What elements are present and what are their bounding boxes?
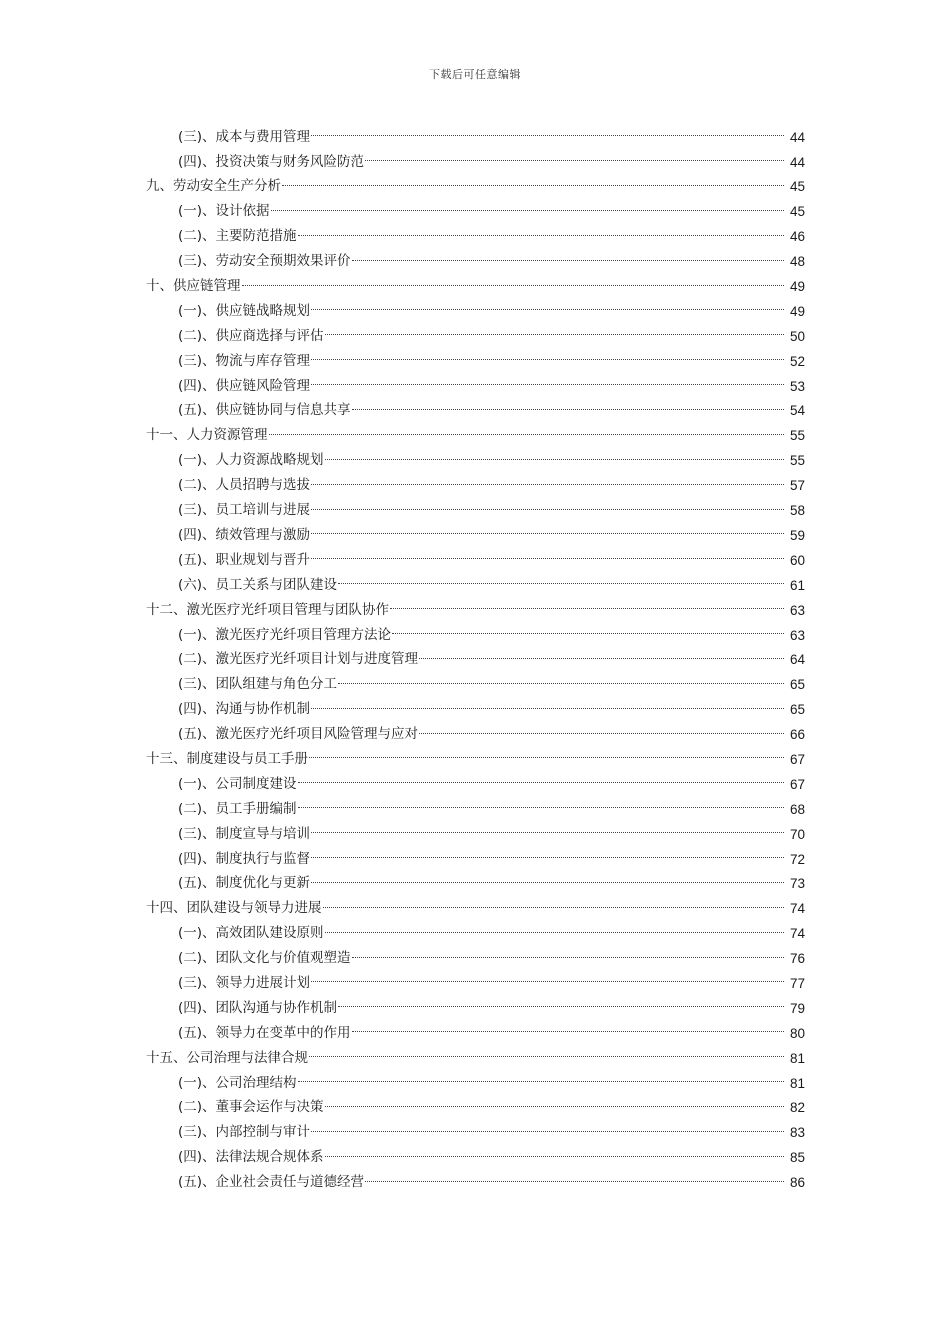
toc-dot-leader (419, 657, 784, 659)
toc-entry-content (178, 526, 950, 543)
toc-entry-title: (三)、劳动安全预期效果评价 (178, 253, 351, 270)
toc-page-number: 63 (789, 602, 805, 618)
toc-entry-title: (一)、高效团队建设原则 (178, 925, 324, 942)
toc-entry-content (178, 479, 950, 493)
toc-section-entry[interactable] (0, 623, 950, 648)
toc-page-number: 55 (789, 453, 805, 469)
toc-page-number: 70 (789, 826, 805, 842)
toc-section-entry[interactable] (0, 225, 950, 250)
toc-entry-content (146, 601, 950, 618)
toc-section-entry[interactable] (0, 374, 950, 399)
toc-dot-leader (352, 1030, 784, 1032)
toc-entry-content (178, 952, 950, 966)
toc-entry-content (178, 999, 950, 1016)
toc-dot-leader (282, 184, 784, 186)
toc-entry-content (146, 750, 950, 767)
toc-dot-leader (338, 682, 784, 684)
toc-entry-content (178, 153, 950, 170)
toc-section-entry[interactable] (0, 697, 950, 722)
toc-entry-content (146, 280, 950, 294)
toc-page-number: 58 (789, 503, 805, 519)
toc-entry-title: (三)、团队组建与角色分工 (178, 676, 338, 693)
toc-section-entry[interactable] (0, 399, 950, 424)
toc-section-entry[interactable] (0, 648, 950, 673)
toc-entry-title: (五)、领导力在变革中的作用 (178, 1024, 351, 1041)
toc-entry-content (178, 775, 950, 792)
toc-entry-content (146, 1049, 950, 1066)
toc-page-number: 64 (789, 652, 805, 668)
toc-entry-content (178, 825, 950, 842)
toc-chapter-entry[interactable] (0, 274, 950, 299)
toc-entry-content (178, 1024, 950, 1041)
toc-page-number: 55 (789, 428, 805, 444)
toc-dot-leader (338, 582, 784, 584)
toc-page-number: 45 (789, 204, 805, 220)
toc-entry-title: (二)、主要防范措施 (178, 228, 297, 245)
table-of-contents (0, 125, 950, 1195)
toc-entry-content (178, 877, 950, 891)
toc-section-entry[interactable] (0, 498, 950, 523)
toc-entry-title: (一)、公司制度建设 (178, 775, 297, 792)
toc-page-number: 74 (789, 926, 805, 942)
toc-entry-title: 十四、团队建设与领导力进展 (146, 900, 322, 917)
toc-page-number: 85 (789, 1150, 805, 1166)
toc-entry-content (178, 653, 950, 667)
toc-entry-content (178, 128, 950, 145)
toc-page-number: 60 (789, 552, 805, 568)
toc-entry-content (178, 551, 950, 568)
toc-section-entry[interactable] (0, 299, 950, 324)
toc-entry-content (178, 404, 950, 418)
toc-entry-title: (四)、投资决策与财务风险防范 (178, 153, 365, 170)
toc-dot-leader (392, 632, 784, 634)
toc-entry-title: (三)、制度宣导与培训 (178, 825, 311, 842)
toc-page-number: 54 (789, 403, 805, 419)
toc-entry-content (178, 703, 950, 717)
toc-section-entry[interactable] (0, 822, 950, 847)
toc-page-number: 65 (789, 702, 805, 718)
toc-dot-leader (311, 1130, 784, 1132)
toc-page-number: 81 (789, 1050, 805, 1066)
toc-dot-leader (325, 1155, 784, 1157)
toc-entry-content (178, 377, 950, 394)
toc-entry-content (178, 850, 950, 867)
toc-page-number: 81 (789, 1075, 805, 1091)
toc-entry-title: (四)、绩效管理与激励 (178, 526, 311, 543)
toc-page-number: 49 (789, 303, 805, 319)
toc-entry-content (178, 352, 950, 369)
toc-entry-content (178, 800, 950, 817)
toc-dot-leader (311, 881, 784, 883)
toc-entry-title: (二)、激光医疗光纤项目计划与进度管理 (178, 651, 419, 668)
toc-dot-leader (325, 1105, 784, 1107)
toc-entry-title: (五)、供应链协同与信息共享 (178, 402, 351, 419)
toc-entry-content (178, 576, 950, 593)
toc-section-entry[interactable] (0, 1121, 950, 1146)
toc-section-entry[interactable] (0, 872, 950, 897)
toc-chapter-entry[interactable] (0, 175, 950, 200)
toc-section-entry[interactable] (0, 523, 950, 548)
toc-page-number: 67 (789, 751, 805, 767)
toc-section-entry[interactable] (0, 946, 950, 971)
toc-dot-leader (311, 707, 784, 709)
toc-entry-content (178, 1074, 950, 1091)
toc-dot-leader (311, 557, 784, 559)
toc-page-number: 79 (789, 1000, 805, 1016)
toc-chapter-entry[interactable] (0, 424, 950, 449)
toc-dot-leader (352, 956, 784, 958)
toc-chapter-entry[interactable] (0, 1046, 950, 1071)
toc-page-number: 50 (789, 328, 805, 344)
toc-entry-title: (三)、内部控制与审计 (178, 1124, 311, 1141)
page-header: 下载后可任意编辑 (429, 68, 521, 81)
toc-dot-leader (311, 980, 784, 982)
toc-entry-title: (三)、领导力进展计划 (178, 974, 311, 991)
toc-dot-leader (325, 458, 784, 460)
toc-page-number: 68 (789, 801, 805, 817)
toc-section-entry[interactable] (0, 573, 950, 598)
toc-page-number: 80 (789, 1025, 805, 1041)
toc-page-number: 52 (789, 353, 805, 369)
toc-entry-title: (一)、人力资源战略规划 (178, 452, 324, 469)
toc-entry-content (178, 1151, 950, 1165)
toc-page-number: 86 (789, 1175, 805, 1191)
toc-entry-content (178, 255, 950, 269)
toc-dot-leader (325, 333, 784, 335)
toc-page-number: 48 (789, 254, 805, 270)
toc-page-number: 76 (789, 951, 805, 967)
toc-entry-title: (五)、企业社会责任与道德经营 (178, 1174, 365, 1191)
toc-entry-title: (一)、设计依据 (178, 203, 270, 220)
toc-entry-title: (三)、员工培训与进展 (178, 502, 311, 519)
toc-section-entry[interactable] (0, 324, 950, 349)
toc-section-entry[interactable] (0, 1071, 950, 1096)
toc-page-number: 57 (789, 478, 805, 494)
toc-dot-leader (352, 259, 784, 261)
toc-section-entry[interactable] (0, 922, 950, 947)
toc-entry-content (178, 927, 950, 941)
toc-section-entry[interactable] (0, 772, 950, 797)
toc-entry-content (146, 902, 950, 916)
toc-entry-title: (三)、成本与费用管理 (178, 128, 311, 145)
toc-page-number: 74 (789, 901, 805, 917)
toc-dot-leader (311, 308, 784, 310)
toc-page-number: 82 (789, 1100, 805, 1116)
toc-section-entry[interactable] (0, 249, 950, 274)
toc-section-entry[interactable] (0, 473, 950, 498)
toc-section-entry[interactable] (0, 971, 950, 996)
toc-entry-title: (二)、董事会运作与决策 (178, 1099, 324, 1116)
toc-page-number: 83 (789, 1125, 805, 1141)
toc-page-number: 49 (789, 279, 805, 295)
toc-entry-title: (二)、员工手册编制 (178, 800, 297, 817)
toc-section-entry[interactable] (0, 125, 950, 150)
toc-entry-title: (五)、激光医疗光纤项目风险管理与应对 (178, 726, 419, 743)
toc-section-entry[interactable] (0, 449, 950, 474)
toc-dot-leader (298, 806, 784, 808)
toc-page-number: 66 (789, 727, 805, 743)
toc-page-number: 65 (789, 677, 805, 693)
toc-entry-content (178, 1126, 950, 1140)
toc-entry-title: 十一、人力资源管理 (146, 427, 268, 444)
toc-entry-title: (五)、职业规划与晋升 (178, 551, 311, 568)
toc-entry-title: (四)、团队沟通与协作机制 (178, 999, 338, 1016)
toc-dot-leader (269, 433, 785, 435)
toc-dot-leader (311, 856, 784, 858)
toc-entry-title: (三)、物流与库存管理 (178, 352, 311, 369)
toc-dot-leader (390, 607, 784, 609)
toc-entry-title: 十五、公司治理与法律合规 (146, 1049, 308, 1066)
toc-section-entry[interactable] (0, 1146, 950, 1171)
toc-dot-leader (311, 358, 784, 360)
toc-section-entry[interactable] (0, 349, 950, 374)
toc-entry-title: (一)、供应链战略规划 (178, 302, 311, 319)
toc-chapter-entry[interactable] (0, 897, 950, 922)
toc-entry-content (178, 230, 950, 244)
toc-page-number: 72 (789, 851, 805, 867)
toc-section-entry[interactable] (0, 150, 950, 175)
toc-entry-title: 十、供应链管理 (146, 278, 241, 295)
toc-page-number: 67 (789, 776, 805, 792)
toc-dot-leader (309, 756, 784, 758)
toc-entry-content (178, 327, 950, 344)
toc-dot-leader (352, 408, 784, 410)
toc-entry-title: (四)、沟通与协作机制 (178, 701, 311, 718)
toc-section-entry[interactable] (0, 1170, 950, 1195)
toc-entry-content (178, 974, 950, 991)
toc-page-number: 63 (789, 627, 805, 643)
toc-entry-content (178, 302, 950, 319)
toc-section-entry[interactable] (0, 797, 950, 822)
toc-dot-leader (271, 209, 784, 211)
toc-entry-content (178, 1176, 950, 1190)
toc-dot-leader (338, 1005, 784, 1007)
toc-entry-content (146, 180, 950, 194)
toc-entry-title: (二)、供应商选择与评估 (178, 327, 324, 344)
toc-dot-leader (365, 159, 784, 161)
toc-entry-content (178, 1101, 950, 1115)
toc-section-entry[interactable] (0, 200, 950, 225)
toc-section-entry[interactable] (0, 1096, 950, 1121)
toc-dot-leader (419, 732, 784, 734)
toc-section-entry[interactable] (0, 548, 950, 573)
toc-entry-title: (四)、法律法规合规体系 (178, 1149, 324, 1166)
toc-entry-content (146, 429, 950, 443)
toc-dot-leader (311, 483, 784, 485)
toc-entry-content (178, 504, 950, 518)
toc-page-number: 73 (789, 876, 805, 892)
toc-entry-content (178, 728, 950, 742)
toc-dot-leader (298, 781, 784, 783)
toc-page-number: 44 (789, 154, 805, 170)
toc-entry-title: (一)、激光医疗光纤项目管理方法论 (178, 626, 392, 643)
toc-page-number: 46 (789, 229, 805, 245)
toc-dot-leader (309, 1055, 784, 1057)
toc-section-entry[interactable] (0, 722, 950, 747)
toc-page-number: 77 (789, 975, 805, 991)
toc-page-number: 53 (789, 378, 805, 394)
toc-entry-title: 九、劳动安全生产分析 (146, 178, 281, 195)
toc-entry-title: (二)、人员招聘与选拔 (178, 477, 311, 494)
toc-section-entry[interactable] (0, 673, 950, 698)
toc-entry-title: (五)、制度优化与更新 (178, 875, 311, 892)
toc-page-number: 44 (789, 129, 805, 145)
toc-chapter-entry[interactable] (0, 747, 950, 772)
toc-entry-content (178, 678, 950, 692)
toc-dot-leader (242, 284, 785, 286)
toc-chapter-entry[interactable] (0, 598, 950, 623)
toc-dot-leader (311, 134, 784, 136)
toc-entry-title: (二)、团队文化与价值观塑造 (178, 950, 351, 967)
toc-page-number: 59 (789, 527, 805, 543)
toc-section-entry[interactable] (0, 847, 950, 872)
toc-dot-leader (325, 931, 784, 933)
toc-entry-content (178, 626, 950, 643)
toc-entry-title: (六)、员工关系与团队建设 (178, 576, 338, 593)
toc-page-number: 45 (789, 179, 805, 195)
toc-dot-leader (311, 508, 784, 510)
toc-dot-leader (365, 1180, 784, 1182)
toc-dot-leader (298, 234, 784, 236)
toc-dot-leader (298, 1080, 784, 1082)
toc-dot-leader (323, 906, 785, 908)
toc-entry-title: (四)、制度执行与监督 (178, 850, 311, 867)
toc-entry-title: (四)、供应链风险管理 (178, 377, 311, 394)
toc-dot-leader (311, 383, 784, 385)
toc-entry-title: 十二、激光医疗光纤项目管理与团队协作 (146, 601, 389, 618)
toc-section-entry[interactable] (0, 996, 950, 1021)
toc-dot-leader (311, 831, 784, 833)
toc-entry-content (178, 454, 950, 468)
toc-section-entry[interactable] (0, 1021, 950, 1046)
toc-entry-title: 十三、制度建设与员工手册 (146, 750, 308, 767)
toc-entry-title: (一)、公司治理结构 (178, 1074, 297, 1091)
toc-dot-leader (311, 532, 784, 534)
toc-page-number: 61 (789, 577, 805, 593)
toc-entry-content (178, 205, 950, 219)
